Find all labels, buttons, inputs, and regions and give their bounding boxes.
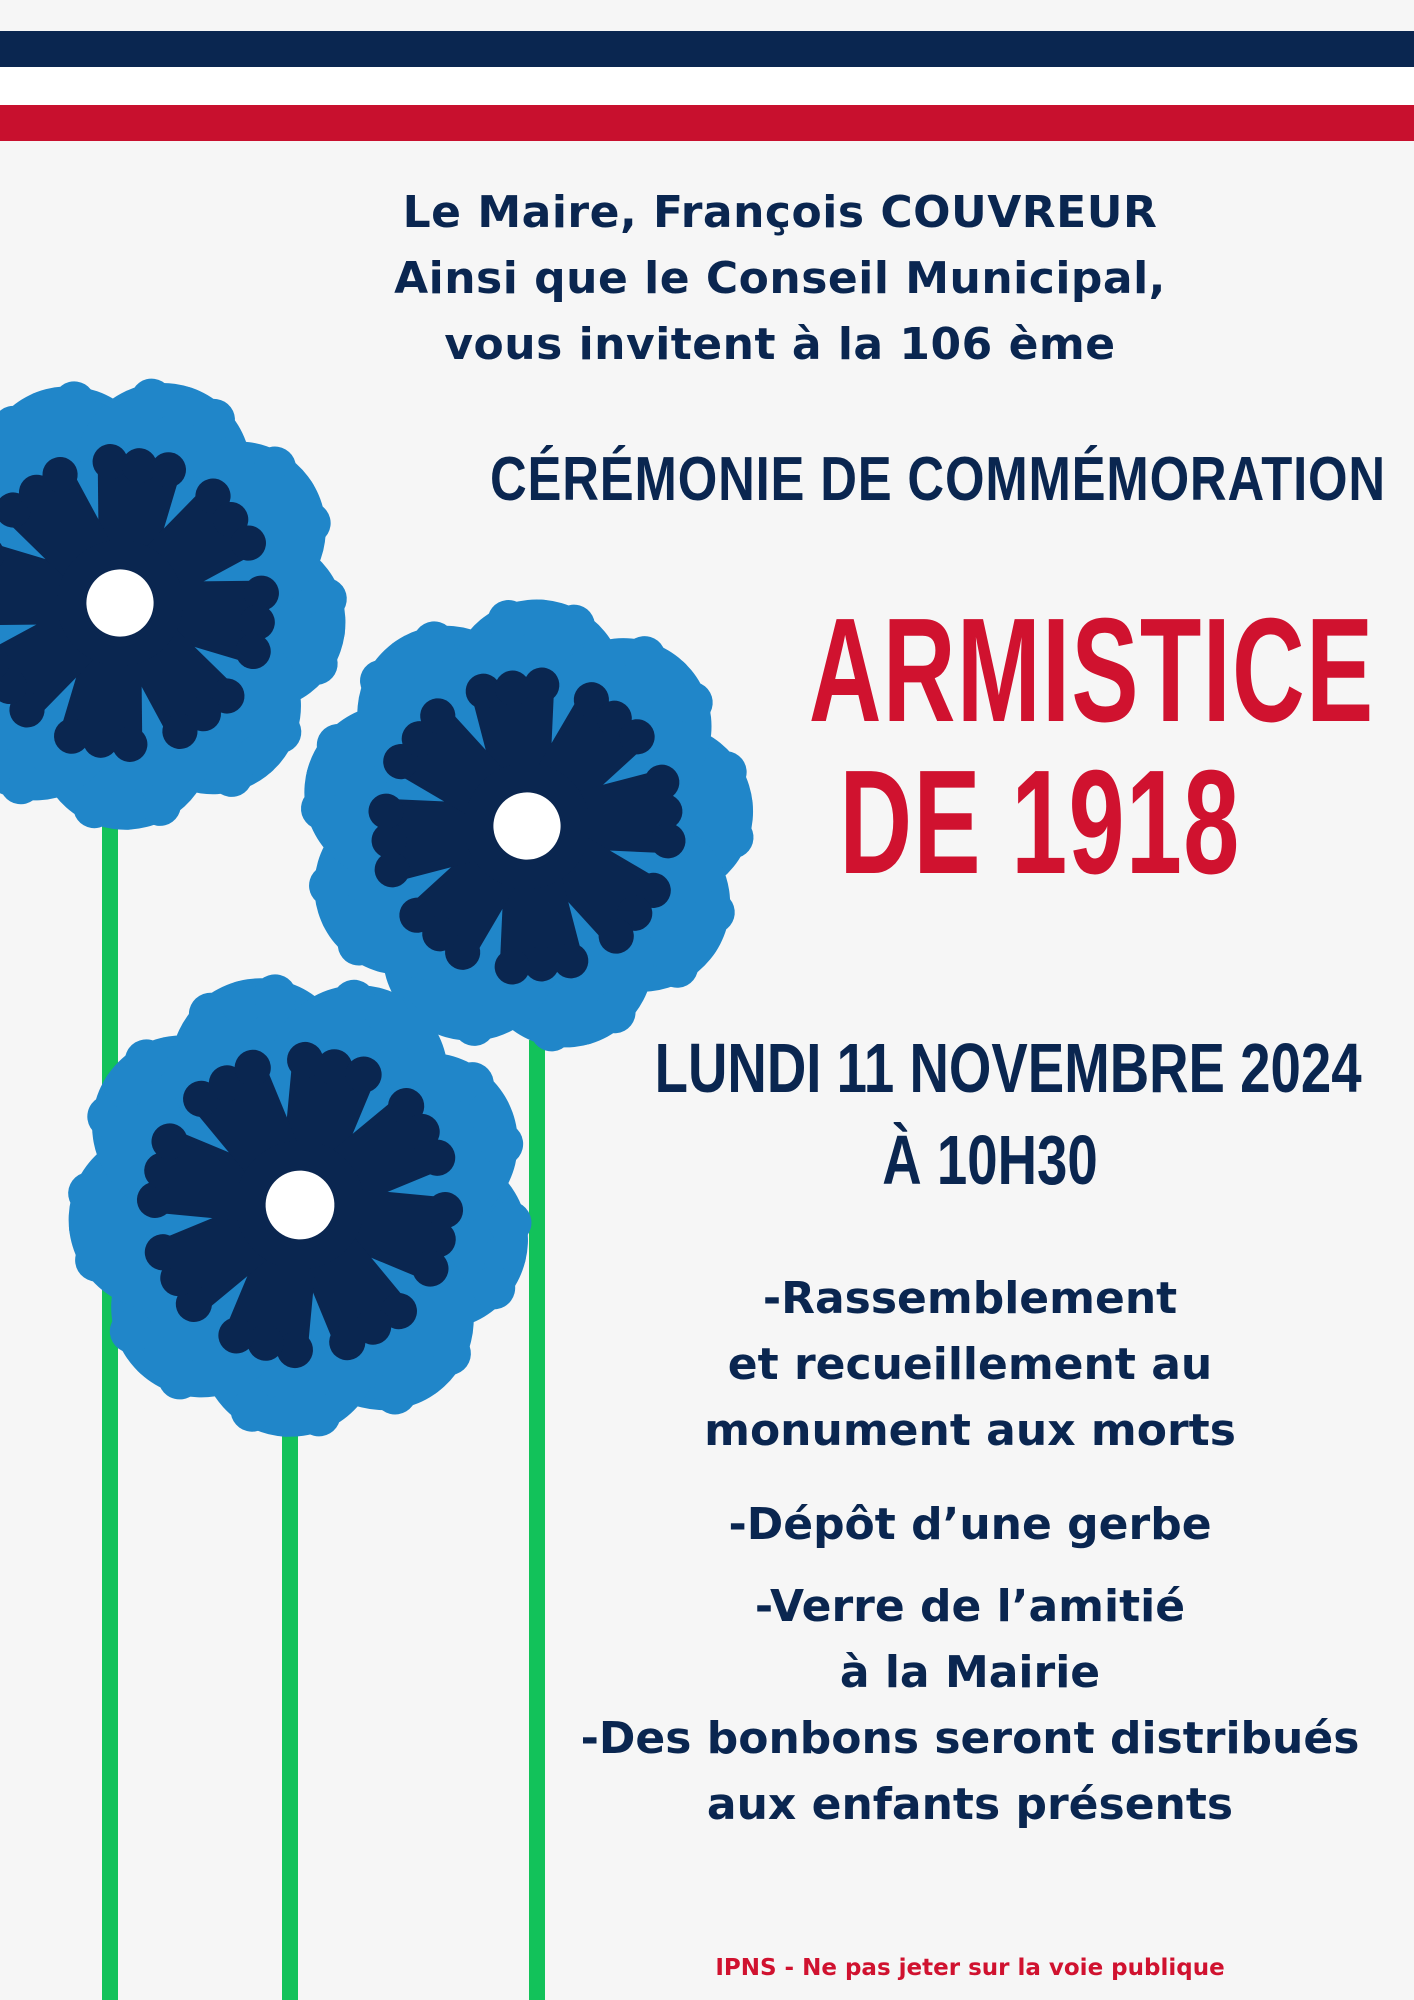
program-item-line: aux enfants présents (706, 1779, 1234, 1830)
event-title-line-2: DE 1918 (839, 740, 1241, 905)
invite-line-2: Ainsi que le Conseil Municipal, (394, 253, 1166, 304)
event-date-line-1: LUNDI 11 NOVEMBRE 2024 (654, 1029, 1362, 1107)
program-item-wreath (560, 1492, 1380, 1558)
program-item-line: et recueillement au (727, 1339, 1213, 1390)
program-item-line: -Verre de l’amitié (754, 1581, 1186, 1632)
program-item-gathering (560, 1266, 1380, 1464)
program-item-line: -Dépôt d’une gerbe (728, 1499, 1212, 1550)
program-item-reception (560, 1574, 1380, 1706)
invite-line-3: vous invitent à la 106 ème (444, 319, 1116, 370)
ceremony-title: CÉRÉMONIE DE COMMÉMORATION (490, 445, 1386, 514)
event-title-line-1: ARMISTICE (808, 588, 1375, 753)
footer-notice: IPNS - Ne pas jeter sur la voie publique (715, 1955, 1225, 1981)
event-time: À 10H30 (882, 1121, 1098, 1199)
invitation-text (380, 180, 1180, 378)
invite-line-1: Le Maire, François COUVREUR (402, 187, 1158, 238)
event-title (808, 588, 1375, 905)
program-item-line: monument aux morts (704, 1405, 1236, 1456)
program-item-line: à la Mairie (839, 1647, 1101, 1698)
program-item-candy (555, 1706, 1385, 1838)
event-date (654, 1022, 1362, 1206)
program-item-line: -Rassemblement (762, 1273, 1178, 1324)
program-item-line: -Des bonbons seront distribués (580, 1713, 1360, 1764)
